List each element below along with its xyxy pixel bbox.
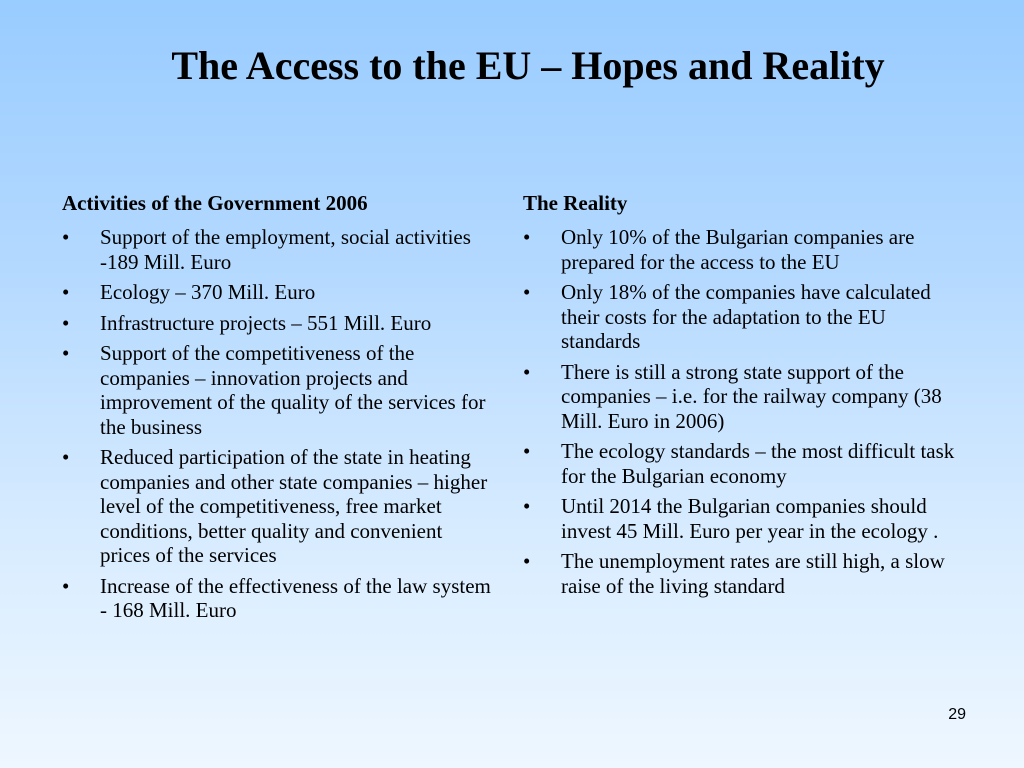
slide-title: The Access to the EU – Hopes and Reality xyxy=(171,43,885,88)
list-item: • Reduced participation of the state in heating companies and other state companies – higher level of the competitiveness, free market conditions, better quality and convenient prices of the services xyxy=(62,445,492,568)
list-item: • Only 18% of the companies have calculated their costs for the adaptation to the EU standards xyxy=(523,280,963,354)
list-item: • Infrastructure projects – 551 Mill. Euro xyxy=(62,311,492,336)
reality-column xyxy=(523,189,963,598)
list-item: • Support of the employment, social activities -189 Mill. Euro xyxy=(62,225,492,274)
list-item: • Ecology – 370 Mill. Euro xyxy=(62,280,492,305)
page-number: 29 xyxy=(948,706,966,723)
list-item: • There is still a strong state support of the companies – i.e. for the railway company (38 Mill. Euro in 2006) xyxy=(523,360,963,434)
government-activities-heading: Activities of the Government 2006 xyxy=(62,191,368,215)
list-item: • Increase of the effectiveness of the law system - 168 Mill. Euro xyxy=(62,574,492,623)
reality-heading: The Reality xyxy=(523,191,628,215)
list-item: • Support of the competitiveness of the companies – innovation projects and improvement of the quality of the services for the business xyxy=(62,341,492,439)
list-item: • Only 10% of the Bulgarian companies are prepared for the access to the EU xyxy=(523,225,963,274)
list-item: • The unemployment rates are still high, a slow raise of the living standard xyxy=(523,549,963,598)
government-activities-column xyxy=(62,189,492,623)
reality-list xyxy=(523,225,963,598)
list-item: • Until 2014 the Bulgarian companies should invest 45 Mill. Euro per year in the ecology . xyxy=(523,494,963,543)
list-item: • The ecology standards – the most difficult task for the Bulgarian economy xyxy=(523,439,963,488)
government-activities-list xyxy=(62,225,492,623)
